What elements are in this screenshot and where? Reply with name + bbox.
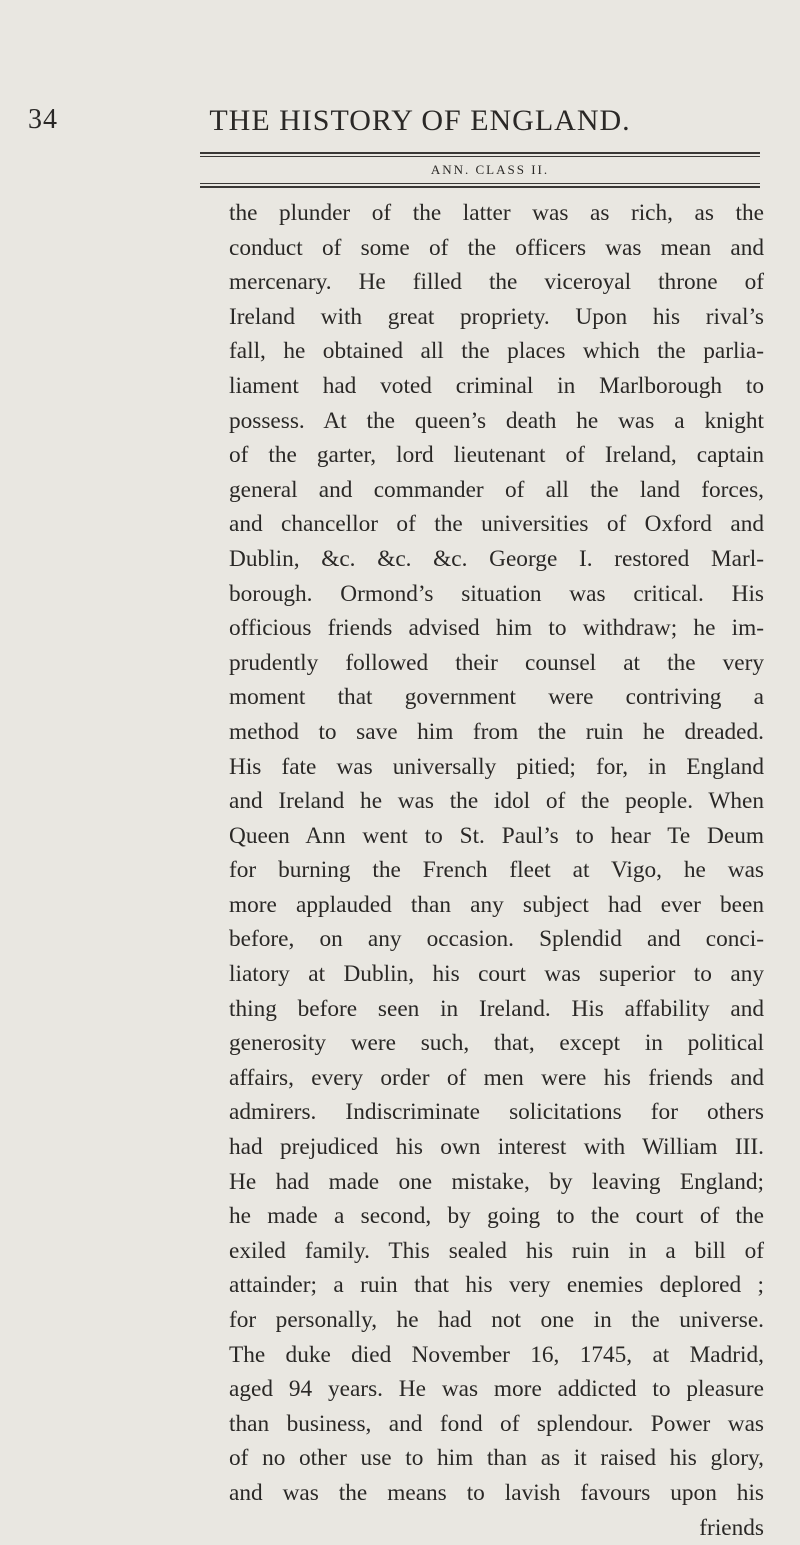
section-label: ANN. CLASS II. [430, 162, 550, 177]
text-line: exiled family. This sealed his ruin in a bill of [229, 1237, 764, 1264]
header-rule-top-thin [200, 156, 760, 157]
text-line: aged 94 years. He was more addicted to pleasure [229, 1376, 764, 1403]
text-line: of the garter, lord lieutenant of Ireland, captain [229, 442, 764, 469]
text-line: affairs, every order of men were his friends and [229, 1064, 764, 1091]
text-line: liament had voted criminal in Marlborough to [229, 372, 764, 399]
text-line: for personally, he had not one in the universe. [229, 1307, 764, 1333]
text-line: Ireland with great propriety. Upon his rival’s [229, 303, 764, 330]
text-line: mercenary. He filled the viceroyal throne of [229, 269, 764, 296]
text-line: The duke died November 16, 1745, at Madrid, [229, 1341, 764, 1368]
catchword: friends [699, 1514, 764, 1541]
text-line: and chancellor of the universities of Oxford and [229, 511, 764, 538]
text-line: Queen Ann went to St. Paul’s to hear Te Deum [229, 822, 764, 849]
text-line: for burning the French fleet at Vigo, he was [229, 857, 764, 884]
text-line: more applauded than any subject had ever been [229, 891, 764, 918]
text-line: of no other use to him than as it raised his glory, [229, 1445, 764, 1472]
page-number: 34 [28, 104, 58, 135]
text-line: fall, he obtained all the places which the parlia- [229, 338, 764, 365]
header-rule-top [200, 152, 760, 154]
text-line: method to save him from the ruin he dreaded. [229, 718, 764, 745]
text-line: he made a second, by going to the court of the [229, 1203, 764, 1230]
text-line: borough. Ormond’s situation was critical. His [229, 580, 764, 607]
text-line: possess. At the queen’s death he was a knight [229, 407, 764, 434]
body-text [229, 196, 764, 1545]
text-line: attainder; a ruin that his very enemies deplored ; [229, 1272, 764, 1299]
text-line: prudently followed their counsel at the very [229, 649, 764, 676]
text-line: thing before seen in Ireland. His affability and [229, 995, 764, 1022]
text-line: He had made one mistake, by leaving England; [229, 1168, 764, 1195]
text-line: before, on any occasion. Splendid and conci- [229, 926, 764, 953]
text-line: officious friends advised him to withdraw; he im- [229, 615, 764, 642]
text-line: general and commander of all the land forces, [229, 476, 764, 503]
text-line: Dublin, &c. &c. &c. George I. restored Marl- [229, 545, 764, 572]
header-rule-bottom [200, 186, 760, 188]
text-line: His fate was universally pitied; for, in England [229, 753, 764, 780]
text-line: had prejudiced his own interest with William III. [229, 1134, 764, 1161]
text-line: admirers. Indiscriminate solicitations for others [229, 1099, 764, 1126]
text-line: than business, and fond of splendour. Power was [229, 1410, 764, 1437]
text-line: the plunder of the latter was as rich, as the [229, 200, 764, 226]
running-head: THE HISTORY OF ENGLAND. [209, 104, 631, 137]
text-line: liatory at Dublin, his court was superior to any [229, 961, 764, 988]
text-line: moment that government were contriving a [229, 684, 764, 711]
text-line: conduct of some of the officers was mean and [229, 234, 764, 261]
header-rule-bottom-thin [200, 183, 760, 184]
text-line: and Ireland he was the idol of the people. When [229, 788, 764, 815]
text-line: and was the means to lavish favours upon his [229, 1479, 764, 1506]
text-line: generosity were such, that, except in political [229, 1030, 764, 1057]
